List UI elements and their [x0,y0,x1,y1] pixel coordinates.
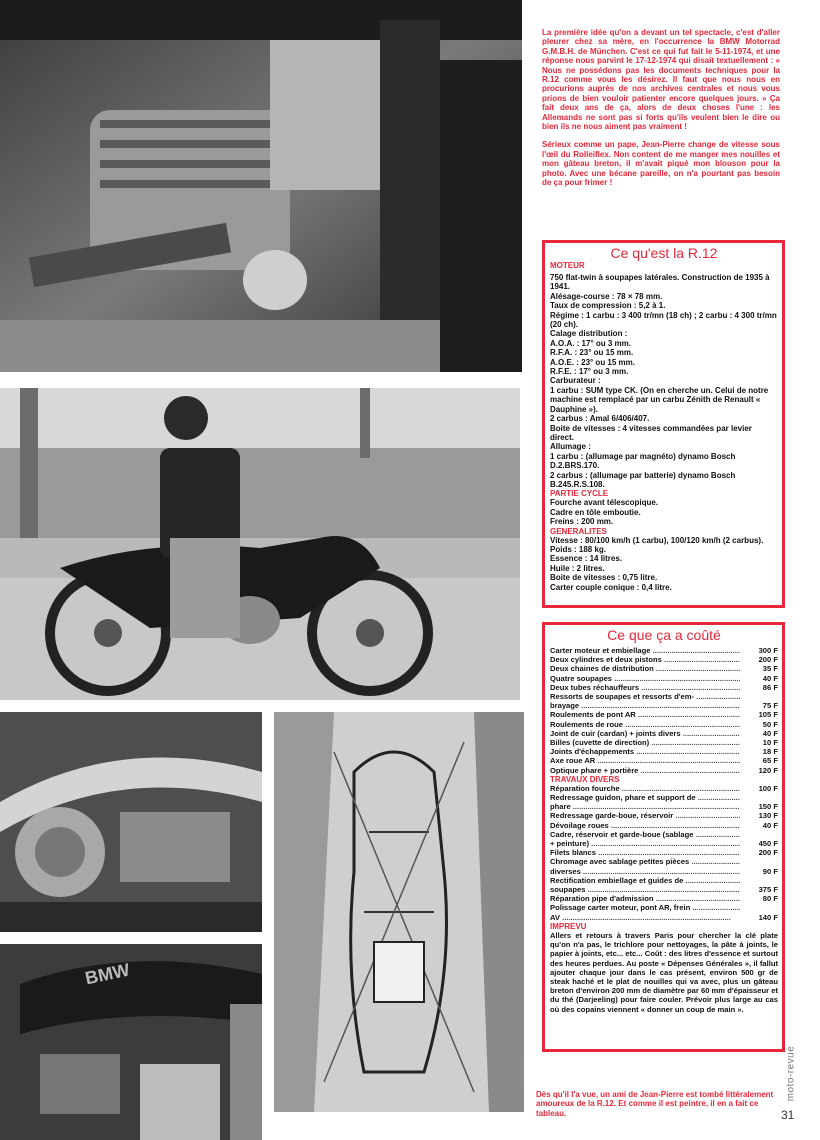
engine-closeup-photo [0,0,522,372]
cost-amount: 35 F [762,664,778,674]
cost-amount: 50 F [762,719,778,729]
cost-row [550,766,778,775]
cost-row [550,784,778,793]
cost-amount: 300 F [758,646,778,655]
cost-row [550,720,778,729]
cost-amount [740,830,778,839]
spec-line: 2 carbus : Amal 6/406/407. [550,414,650,424]
cost-amount: 18 F [762,747,778,757]
cost-label: Quatre soupapes ..... [550,674,740,683]
cost-row [550,821,778,830]
spec-line: Vitesse : 80/100 km/h (1 carbu), 100/120 km/h (2 carbus). [550,535,764,545]
cost-row [550,655,778,664]
spec-line: 1 carbu : (allumage par magnéto) dynamo Bosch D.2.BRS.170. [550,451,736,471]
cost-amount: 75 F [762,701,778,711]
cost-label: AV ..... [550,913,740,922]
cost-label: Chromage avec sablage petites pièces ..... [550,857,740,866]
cost-label: brayage ..... [550,701,740,710]
cost-label: Deux tubes réchauffeurs ..... [550,683,740,692]
cost-amount: 80 F [762,894,778,904]
cost-label: Joint de cuir (cardan) + joints divers ..... [550,729,740,738]
cost-label: Cadre, réservoir et garde-boue (sablage ..... [550,830,740,839]
cost-row [550,885,778,894]
cost-label: Axe roue AR ..... [550,756,740,765]
cost-label: Billes (cuvette de direction) ..... [550,738,740,747]
cost-amount [740,857,778,866]
cost-amount: 140 F [758,912,778,922]
cost-label: Réparation fourche ..... [550,784,740,793]
cost-label: Deux cylindres et deux pistons ..... [550,655,740,664]
cost-label: Roulements de roue ..... [550,720,740,729]
tank-badge-text: BMW [83,959,132,989]
cost-amount: 10 F [762,738,778,748]
cost-label: Dévoilage roues ..... [550,821,740,830]
cost-amount [740,692,778,701]
cost-amount: 40 F [762,673,778,683]
spec-line: Allumage : [550,442,591,452]
cost-amount: 40 F [762,820,778,830]
cost-amount: 65 F [762,756,778,766]
cost-row [550,793,778,802]
cost-row [550,701,778,710]
spec-line: Poids : 188 kg. [550,544,607,554]
cost-row [550,903,778,912]
cost-label: Roulements de pont AR ..... [550,710,740,719]
spec-line: 2 carbus : (allumage par batterie) dynamo Bosch B.245.R.S.108. [550,470,736,489]
painting-caption: Dès qu'il l'a vue, un ami de Jean-Pierre est tombé littéralement amoureux de la R.12. Et comme il est peintre, il en a fait ce tableau. [536,1090,774,1118]
cost-label: Réparation pipe d'admission ..... [550,894,740,903]
spec-line: Boite de vitesses : 0,75 litre. [550,573,658,583]
cost-amount [740,793,778,802]
cost-amount: 105 F [758,710,778,720]
generalites-list [550,536,778,592]
cost-amount [740,876,778,885]
imprevu-text: Allers et retours à travers Paris pour chercher la clé plate qu'on n'a pas, le trichlore pour nettoyages, la pâte à joints, le papier à joints, etc... etc... Coût : des litres d'essence et surtout des heures perdues. Au poste « Dépenses Générales », il fallut ajouter chaque jour dans le cas présent, environ 500 gr de steak haché et le plat de nouilles qui va avec, plus un gâteau breton d'environ 200 mm de diamètre par 60 mm d'épaisseur et du thé (Darjeeling) pour faire couler. Prévoir plus large au cas où des copains viennent « donner un coup de main ». [550,930,778,1014]
moteur-heading: MOTEUR [550,261,585,270]
cost-label: diverses ..... [550,867,740,876]
cost-row [550,876,778,885]
cost-label: Ressorts de soupapes et ressorts d'em- ..... [550,692,740,701]
cost-amount: 200 F [758,848,778,858]
cost-amount [740,903,778,912]
cost-label: Deux chaines de distribution ..... [550,664,740,673]
spec-line: Régime : 1 carbu : 3 400 tr/mn (18 ch) ; 2 carbu : 4 300 tr/mn (20 ch). [550,310,777,330]
cost-row [550,830,778,839]
spec-line: Freins : 200 mm. [550,517,614,527]
intro-paragraph-2: Sérieux comme un pape, Jean-Pierre change de vitesse sous l'œil du Rolleiflex. Non content de me manger mes nouilles et mon gâteau breton, il m'avait piqué mon blouson pour la photo. Avec une bécane pareille, on n'a pourtant pas besoin de ça pour frimer ! [542,140,780,188]
painting-photo [274,712,524,1112]
spec-line: Cadre en tôle emboutie. [550,507,641,517]
magazine-name [783,1045,799,1102]
spec-line: A.O.E. : 23° ou 15 mm. [550,357,635,367]
cost-row [550,913,778,922]
partie-cycle-heading: PARTIE CYCLE [550,489,609,499]
spec-line: R.F.A. : 23° ou 15 mm. [550,348,634,358]
cost-row [550,802,778,811]
cost-amount: 100 F [758,783,778,793]
cost-amount: 40 F [762,728,778,738]
cost-row [550,738,778,747]
spec-line: Huile : 2 litres. [550,563,605,573]
cost-row [550,729,778,738]
cost-amount: 130 F [758,811,778,821]
cost-row [550,839,778,848]
cost-row [550,811,778,820]
spec-line: 1 carbu : SUM type CK. (On en cherche un. Celui de notre machine est remplacé par un carbu Zénith de Renault « Dauphine »). [550,385,769,414]
cost-row [550,710,778,719]
cost-row [550,848,778,857]
tank-detail-photo [0,944,262,1140]
spec-line: R.F.E. : 17° ou 3 mm. [550,367,629,377]
cost-box [542,622,785,1052]
cost-row [550,867,778,876]
cost-row [550,894,778,903]
cost-label: Joints d'échappements ..... [550,747,740,756]
cost-list [550,646,778,775]
spec-line: Carburateur : [550,376,601,386]
magazine-name-text: moto-revue [785,1045,797,1102]
spec-box-title: Ce qu'est la R.12 [610,245,718,261]
spec-line: Carter couple conique : 0,4 litre. [550,582,672,592]
cost-row [550,692,778,701]
cost-amount: 200 F [758,655,778,665]
spec-line: 750 flat-twin à soupapes latérales. Construction de 1935 à 1941. [550,273,770,292]
partie-cycle-list [550,498,778,526]
generalites-heading: GENERALITES [550,526,607,536]
spec-line: Alésage-course : 78 × 78 mm. [550,291,663,301]
rider-motorcycle-photo [0,388,520,700]
cost-label: Filets blancs ..... [550,848,740,857]
cost-label: Optique phare + portière ..... [550,766,740,775]
spec-line: Boite de vitesses : 4 vitesses commandées par levier direct. [550,423,752,442]
cost-row [550,674,778,683]
cost-label: phare ..... [550,802,740,811]
cost-label: Redressage garde-boue, réservoir ..... [550,811,740,820]
spec-line: Calage distribution : [550,329,628,339]
spec-line: Essence : 14 litres. [550,554,623,564]
cost-amount: 90 F [762,866,778,876]
intro-text [542,28,780,197]
cost-label: Redressage guidon, phare et support de ..... [550,793,740,802]
moteur-list [550,273,778,489]
cost-amount: 450 F [758,839,778,849]
intro-paragraph-1: La première idée qu'on a devant un tel spectacle, c'est d'aller pleurer chez sa mère, en l'occurrence la BMW Motorrad G.M.B.H. de München. C'est ce qui fut fait le 5-11-1974, et une réponse nous parvint le 17-12-1974 qui disait textuellement : « Nous ne possédons pas les documents techniques pour la R.12 comme vous les désirez. Il faut que nous nous en procurions auprès de nos archives centrales et nous vous prions de bien vouloir patienter encore quelques jours. » Ça fait deux ans de ça, alors de deux choses l'une : les Allemands ne sont pas si forts qu'ils veulent bien le dire ou bien ils ne nous aiment pas vraiment ! [542,28,780,132]
cost-box-title: Ce que ça a coûté [607,627,721,643]
spec-box [542,240,785,608]
page-number: 31 [781,1108,795,1122]
travaux-list [550,784,778,922]
engine-side-photo [0,712,262,932]
cost-row [550,857,778,866]
cost-amount: 375 F [758,885,778,895]
cost-label: + peinture) ..... [550,839,740,848]
cost-row [550,683,778,692]
cost-label: Polissage carter moteur, pont AR, frein ..... [550,903,740,912]
spec-line: A.O.A. : 17° ou 3 mm. [550,338,631,348]
imprevu-heading: IMPREVU [550,921,587,931]
travaux-heading: TRAVAUX DIVERS [550,774,620,784]
cost-amount: 86 F [762,682,778,692]
spec-line: Taux de compression : 5,2 à 1. [550,301,666,311]
cost-row [550,664,778,673]
cost-label: Carter moteur et embiellage ..... [550,646,740,655]
cost-label: Rectification embiellage et guides de ..... [550,876,740,885]
cost-amount: 120 F [758,765,778,775]
cost-row [550,756,778,765]
cost-row [550,747,778,756]
cost-row [550,646,778,655]
spec-line: Fourche avant télescopique. [550,498,659,508]
cost-amount: 150 F [758,802,778,812]
cost-label: soupapes ..... [550,885,740,894]
